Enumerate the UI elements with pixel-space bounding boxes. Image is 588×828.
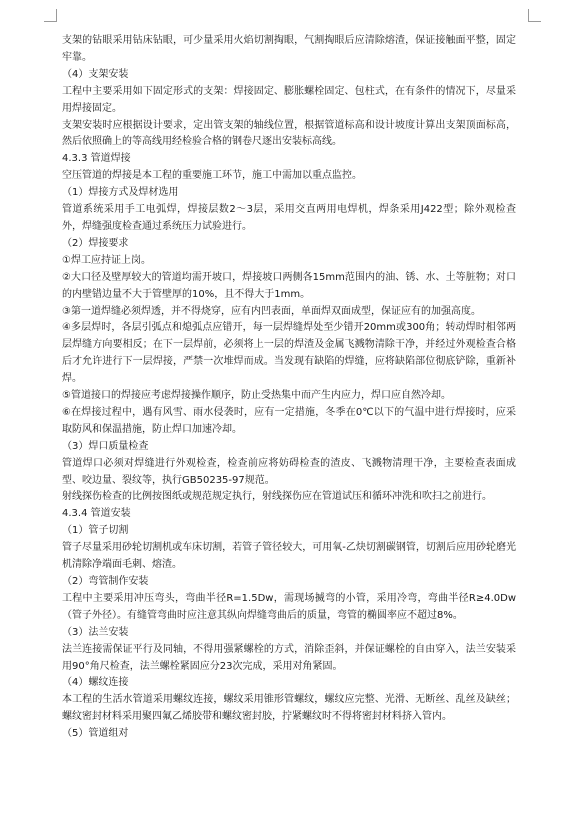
list-item: ⑥在焊接过程中，遇有风雪、雨水侵袭时，应有一定措施，冬季在0℃以下的气温中进行焊接时，应采取防风和保温措施，防止焊口加速冷却。 [62, 406, 516, 435]
section-heading: 4.3.4 管道安装 [62, 508, 131, 520]
paragraph: 本工程的生活水管道采用螺纹连接，螺纹采用锥形管螺纹，螺纹应完整、光滑、无断丝、乱丝及缺丝；螺纹密封材料采用聚四氟乙烯胶带和螺纹密封胶，拧紧螺纹时不得将密封材料挤入管内。 [62, 694, 516, 723]
document-body [62, 33, 516, 743]
section-heading: （1）管子切割 [62, 525, 129, 537]
section-heading: （4）螺纹连接 [62, 677, 129, 689]
list-item: ②大口径及壁厚较大的管道均需开坡口，焊接坡口两侧各15mm范围内的油、锈、水、土等脏物；对口的内壁错边量不大于管壁厚的10%，且不得大于1mm。 [62, 271, 516, 300]
section-heading: （3）法兰安装 [62, 626, 129, 638]
paragraph: 工程中主要采用冲压弯头，弯曲半径R=1.5Dw，需现场揻弯的小管，采用冷弯，弯曲半径R≥4.0Dw（管子外径）。有缝管弯曲时应注意其纵向焊缝弯曲后的质量，弯管的椭圆率应不超过8%。 [62, 592, 516, 621]
paragraph: 空压管道的焊接是本工程的重要施工环节，施工中需加以重点监控。 [62, 170, 362, 182]
paragraph: 支架安装时应根据设计要求，定出管支架的轴线位置，根据管道标高和设计坡度计算出支架顶面标高，然后依照确上的等高线用经检验合格的钢卷尺逐出安装标高线。 [62, 119, 516, 148]
list-item: ③第一道焊缝必须焊透，并不得烧穿，应有内凹表面，单面焊双面成型，保证应有的加强高度。 [62, 305, 481, 317]
section-heading: （3）焊口质量检查 [62, 440, 149, 452]
paragraph: 管道系统采用手工电弧焊，焊接层数2～3层，采用交直两用电焊机，焊条采用J422型；除外观检查外，焊缝强度检查通过系统压力试验进行。 [62, 204, 516, 232]
section-heading: （4）支架安装 [62, 68, 129, 80]
list-item: ④多层焊时，各层引弧点和熄弧点应错开，每一层焊缝焊处至少错开20mm或300角；转动焊时相邻两层焊缝方向要相反；在下一层焊前，必须将上一层的焊渣及金属飞溅物清除干净，并经过外观检查合格后才允许进行下一层焊接，严禁一次堆焊而成。当发现有缺陷的焊缝，应将缺陷部位彻底铲除，重新补焊。 [62, 322, 516, 385]
paragraph: 法兰连接需保证平行及同轴，不得用强紧螺栓的方式，消除歪斜，并保证螺栓的自由穿入，法兰安装采用90°角尺检查，法兰螺栓紧固应分23次完成，采用对角紧固。 [62, 643, 516, 672]
section-heading: （5）管道组对 [62, 728, 129, 740]
list-item: ①焊工应持证上岗。 [62, 254, 151, 266]
paragraph: 射线探伤检查的比例按图纸或规范规定执行，射线探伤应在管道试压和循环冲洗和吹扫之前进行。 [62, 491, 492, 503]
crop-mark-top-left [44, 9, 57, 22]
section-heading: （2）焊接要求 [62, 237, 129, 249]
paragraph: 工程中主要采用如下固定形式的支架：焊接固定、膨胀螺栓固定、包柱式，在有条件的情况下，尽量采用焊接固定。 [62, 85, 516, 114]
section-heading: 4.3.3 管道焊接 [62, 153, 131, 165]
paragraph: 管道焊口必须对焊缝进行外观检查，检查前应将妨碍检查的渣皮、飞溅物清理干净，主要检查表面成型、咬边量、裂纹等，执行GB50235-97规范。 [62, 457, 516, 486]
list-item: ⑤管道接口的焊接应考虑焊接操作顺序，防止受热集中而产生内应力，焊口应自然冷却。 [62, 390, 451, 402]
section-heading: （2）弯管制作安装 [62, 576, 149, 587]
paragraph: 支架的钻眼采用钻床钻眼，可少量采用火焰切割掏眼，气割掏眼后应清除熔渣，保证接触面平整，固定牢靠。 [62, 35, 516, 63]
section-heading: （1）焊接方式及焊材选用 [62, 187, 179, 199]
paragraph: 管子尽量采用砂轮切割机或车床切割，若管子管径较大，可用氧-乙炔切割碳钢管，切割后应用砂轮磨光机清除净端面毛刺、熔渣。 [62, 542, 516, 571]
crop-mark-top-right [528, 9, 541, 22]
